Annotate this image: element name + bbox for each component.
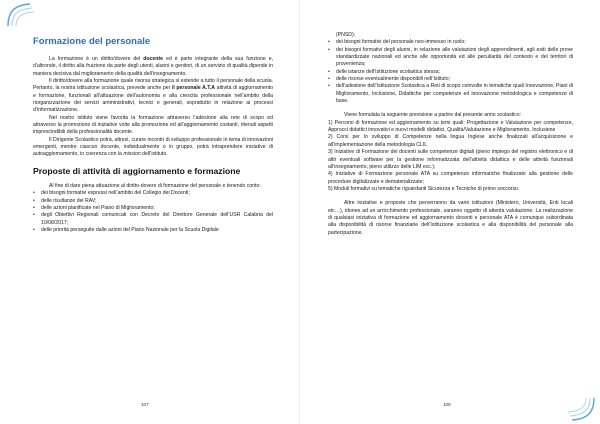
list-item: 3) Iniziative di Formazione dei docenti sulle competenze digitali (pieno impiego del registro elettronico e di altri eventuali software per la gestione informatizzata dell’attività didattica e delle attività funzionali all’insegnamento, pieno utilizzo delle LIM ecc.); <box>328 149 573 170</box>
bullet-icon: • <box>328 46 330 53</box>
list-item: • degli Obiettivi Regionali comunicati con Decreto del Direttore Generale dell’USR Calabria del 10/08/2017; <box>33 212 273 226</box>
paragraph-section-intro: Al fine di dare piena attuazione al diritto-dovere di formazione del personale e tenendo conto: <box>49 182 261 189</box>
section-title-formazione: Formazione del personale <box>33 36 151 47</box>
bullet-icon: • <box>33 190 35 197</box>
numbered-plan-list <box>328 120 573 193</box>
bullet-list-right <box>328 39 573 105</box>
right-page-content <box>328 32 573 237</box>
list-item: 2) Corsi per lo sviluppo di Competenze nella lingua Inglese anche finalizzati all’acquisizione e all’implementazione della metodologia CLIL <box>328 134 573 148</box>
bullet-icon: • <box>33 197 35 204</box>
list-item: • delle azioni pianificate nel Piano di Miglioramento; <box>33 204 155 211</box>
list-item: • dell’adesione dell’Istituzione Scolastica a Reti di scopo coinvolte in tematiche quali Innovazione, Piani di Miglioramento, Inclusione, Didattiche per competenze ed innovazione metodologica e competenze di base. <box>328 83 573 105</box>
paragraph-diritto-dovere: La formazione è un diritto/dovere del docente ed è parte integrante della sua funzione e, d’altronde, il diritto alla fruizione da parte degli utenti, alunni e genitori, di un servizio di qualità dipende in maniera decisiva dal miglioramento della qualità dell’insegnamento. <box>33 56 273 77</box>
list-item: 5) Moduli formativi su tematiche riguardanti Sicurezza e Tecniche di primo soccorso. <box>328 185 520 192</box>
list-item: • delle priorità perseguite dalle azioni del Piano Nazionale per la Scuola Digitale <box>33 226 219 233</box>
list-item: • dei bisogni formativi degli alunni, in relazione alle valutazioni degli apprendimenti, agli esiti delle prove standardizzate nazionali ed anche alle opportunità ed alle peculiarità del contesto e dei territori di provenienza; <box>328 46 573 68</box>
list-item: • delle risorse eventualmente disponibili nell’Istituto; <box>328 76 451 83</box>
list-item: • delle istanze dell’Istituzione scolastica stessa; <box>328 68 441 75</box>
corner-decoration-icon <box>564 396 596 422</box>
list-item: • delle risultanze del RAV; <box>33 197 97 204</box>
bullet-icon: • <box>33 212 35 219</box>
bullet-icon: • <box>328 76 330 83</box>
page-number-right: 108 <box>443 402 451 407</box>
list-item: 4) Iniziative di Formazione personale ATA su competenze informatiche finalizzate alla gestione delle procedure digitalizzate e dematerializzate; <box>328 171 573 185</box>
list-item: 1) Percorsi di formazione ed aggiornamento su temi quali: Progettazione e Valutazione per competenze, Approcci didattici innovativi e nuovi modelli didattici, Qualità/Valutazione e Miglioramento, Inclusione <box>328 119 573 134</box>
paragraph-closing: Altre iniziative e proposte che perverranno da varie istituzioni (Ministero, Università, Enti locali etc…), idonee ad un arricchimento professionale, saranno oggetto di attenta valutazione. La realizzazione di qualsiasi iniziativa di formazione ed aggiornamento docenti e personale ATA è comunque subordinata alla disponibilità di risorse finanziarie dell’Istituzione scolastica e alla disponibilità del personale alla partecipazione. <box>328 200 573 236</box>
bullet-icon: • <box>33 204 35 211</box>
corner-decoration-icon <box>6 2 40 28</box>
paragraph-plan-intro: Viene formulata la seguente previsione a partire dal presente anno scolastico: <box>344 112 522 119</box>
section-title-proposte: Proposte di attività di aggiornamento e formazione <box>33 165 241 176</box>
bullet-icon: • <box>328 83 330 90</box>
bullet-icon: • <box>328 39 330 46</box>
continuation-text: (PNSD); <box>336 32 356 38</box>
paragraph-dirigente: Il Dirigente Scolastico potrà, altresì, curare incontri di sviluppo professionale in tema di innovazioni emergenti, mentre ciascun docente, individualmente o in gruppo, potrà intraprendere iniziative di autoaggiornamento, in coerenza con la mission dell’istituto. <box>33 136 273 158</box>
paragraph-rete-di-scopo: Nel nostro istituto viene favorita la formazione attraverso l’adesione alla rete di scopo ed attraverso la promozione di iniziative volte alla promozione ed all’aggiornamento costanti, ritenuti aspetti imprescindibili della professionalità docente. <box>33 114 273 136</box>
bullet-icon: • <box>33 226 35 233</box>
page-right <box>300 0 600 424</box>
paragraph-personale-ata: Il diritto/dovere alla formazione quale risorsa strategica si estende a tutto il personale della scuola. Pertanto, la nostra istituzione scolastica, prevede anche per il personale A.T.A attività di aggiornamento e formazione, funzionali all’attuazione dell’autonomia e alla crescita professionale nell’ambito della riorganizzazione dei servizi amministrativi, tecnici e generali, soprattutto in relazione ai processi d’informatizzazione. <box>33 78 273 114</box>
page-number-left: 107 <box>141 402 149 407</box>
list-item: • dei bisogni formativi espressi nell’ambito del Collegio dei Docenti; <box>33 190 190 197</box>
left-page-content <box>33 36 273 234</box>
bullet-list-left <box>33 190 273 234</box>
list-item: • dei bisogni formativi del personale neo-immesso in ruolo; <box>328 39 466 46</box>
bullet-icon: • <box>328 68 330 75</box>
